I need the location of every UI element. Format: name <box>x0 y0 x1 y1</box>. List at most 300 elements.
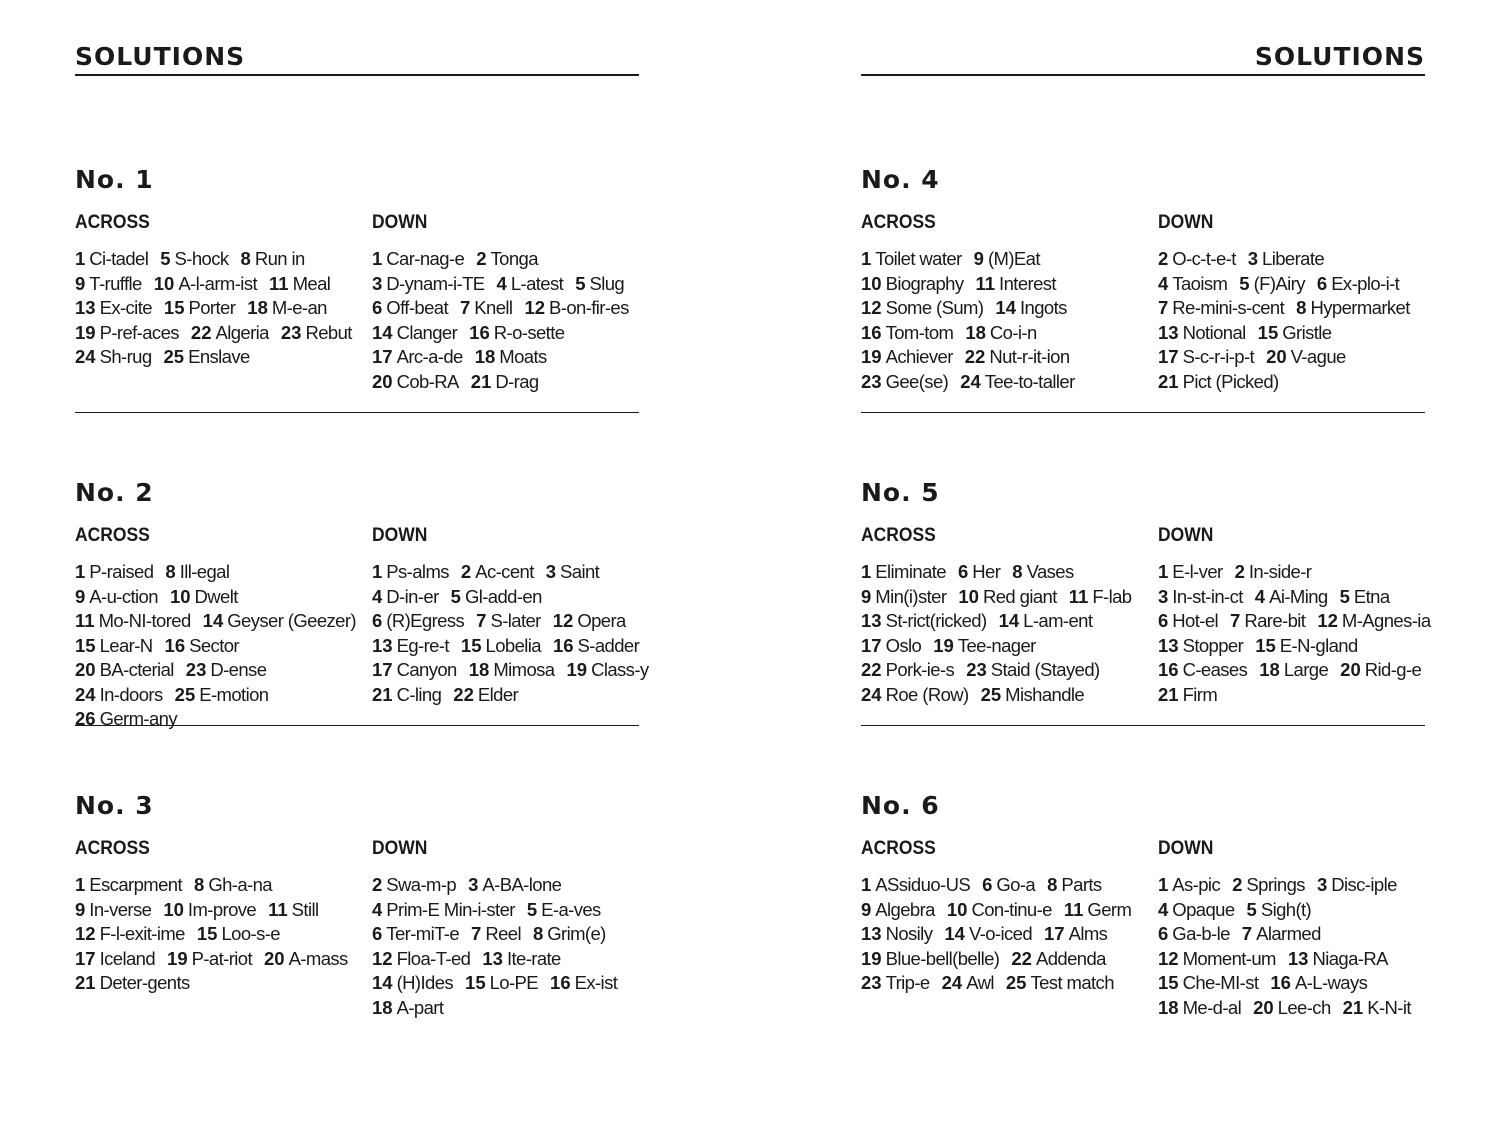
down-heading: DOWN <box>1158 525 1214 546</box>
clue-number: 18 <box>965 321 986 343</box>
clue-line <box>75 898 365 923</box>
clue-answer <box>191 322 269 343</box>
clue-number: 1 <box>75 248 86 269</box>
clue-number: 2 <box>1158 248 1169 269</box>
clue-answer <box>471 371 539 392</box>
clue-line <box>75 272 365 297</box>
clue-number: 13 <box>372 634 393 656</box>
clue-line <box>75 321 365 346</box>
clue-line <box>861 683 1151 708</box>
answer-text: Tee-to-taller <box>984 370 1075 392</box>
clue-number: 8 <box>1012 561 1023 582</box>
clue-number: 13 <box>861 610 882 631</box>
answer-text: ASsiduo-US <box>875 874 971 895</box>
down-column <box>1158 525 1433 707</box>
answer-text: Tonga <box>490 248 538 269</box>
answer-text: Reel <box>485 923 521 944</box>
clue-number: 4 <box>372 585 383 607</box>
clue-line <box>861 247 1151 272</box>
clue-answer <box>947 899 1052 920</box>
clue-number: 16 <box>552 634 574 656</box>
clue-number: 4 <box>1158 898 1169 920</box>
clue-line <box>372 898 647 923</box>
clue-number: 23 <box>861 972 882 993</box>
answer-text: Ter-miT-e <box>386 923 460 944</box>
answer-text: In-side-r <box>1248 561 1312 582</box>
clue-answer <box>1317 874 1397 895</box>
clue-number: 2 <box>372 874 383 895</box>
clue-line <box>861 272 1151 297</box>
clue-answer <box>527 899 601 920</box>
answer-text: D-rag <box>495 370 539 392</box>
clue-answer <box>861 659 954 680</box>
clue-number: 13 <box>1158 634 1179 656</box>
clue-answer <box>453 684 518 705</box>
puzzle-section <box>861 726 1425 1039</box>
clue-number: 15 <box>196 923 218 944</box>
clue-answer <box>982 874 1035 895</box>
clue-answer <box>1158 371 1279 392</box>
clue-line <box>75 922 365 947</box>
clue-answer <box>372 273 485 294</box>
clue-number: 20 <box>1253 996 1274 1018</box>
clue-answer <box>1047 874 1101 895</box>
clue-line <box>75 873 365 898</box>
clue-number: 2 <box>1232 874 1243 895</box>
clue-number: 24 <box>861 683 882 705</box>
clue-number: 8 <box>1047 874 1058 895</box>
clue-number: 8 <box>240 248 251 269</box>
answer-text: (R)Egress <box>386 610 465 631</box>
clue-number: 22 <box>453 683 474 705</box>
across-heading: ACROSS <box>861 838 936 859</box>
answer-text: P-raised <box>89 561 154 582</box>
clue-answer <box>197 923 280 944</box>
clue-line <box>1158 296 1433 321</box>
clue-answer <box>1270 972 1367 993</box>
clue-number: 18 <box>474 346 496 367</box>
clue-answer <box>1158 899 1235 920</box>
clue-line <box>1158 996 1433 1021</box>
clue-number: 23 <box>280 321 302 343</box>
answer-text: Dwelt <box>194 585 238 607</box>
clue-answer <box>75 297 152 318</box>
clue-number: 3 <box>1158 585 1169 607</box>
answer-text: Gristle <box>1282 321 1332 343</box>
clue-number: 7 <box>1241 923 1253 944</box>
clue-number: 25 <box>1005 972 1027 993</box>
answer-text: Co-i-n <box>989 321 1037 343</box>
answer-text: (F)Airy <box>1253 272 1305 294</box>
clue-number: 15 <box>1255 634 1276 656</box>
answer-text: Ite-rate <box>506 947 561 969</box>
clue-number: 25 <box>980 683 1002 705</box>
answer-text: P-at-riot <box>191 947 253 969</box>
down-heading: DOWN <box>1158 838 1214 859</box>
clue-line <box>75 560 365 585</box>
clue-line <box>861 585 1151 610</box>
clue-number: 6 <box>372 297 383 318</box>
answer-text: Tee-nager <box>957 634 1036 656</box>
clue-answer <box>1069 586 1132 607</box>
answer-text: Elder <box>477 683 519 705</box>
clue-number: 3 <box>1316 874 1328 895</box>
answer-text: (M)Eat <box>987 248 1040 269</box>
answer-text: E-a-ves <box>541 898 601 920</box>
answer-text: Germ-any <box>99 708 178 729</box>
clue-number: 12 <box>1317 610 1338 631</box>
clue-number: 7 <box>471 923 482 944</box>
clue-answer <box>1044 923 1107 944</box>
answer-text: St-rict(ricked) <box>885 610 987 631</box>
answer-text: V-ague <box>1290 346 1346 367</box>
clue-number: 16 <box>861 321 882 343</box>
answer-text: Test match <box>1030 972 1114 993</box>
clue-number: 1 <box>372 248 383 269</box>
clue-answer <box>1158 684 1217 705</box>
down-column <box>372 838 647 1020</box>
answer-text: Nut-r-it-ion <box>989 346 1070 367</box>
clue-number: 22 <box>964 346 986 367</box>
clue-answer <box>1317 610 1430 631</box>
clue-line <box>75 247 365 272</box>
clue-number: 12 <box>372 947 393 969</box>
clue-line <box>75 971 365 996</box>
clue-answer <box>163 899 256 920</box>
across-column <box>861 212 1151 394</box>
clue-answer <box>164 346 250 367</box>
clue-line <box>372 321 647 346</box>
clue-answer <box>75 248 148 269</box>
clue-number: 24 <box>960 370 981 392</box>
clue-answer <box>164 297 235 318</box>
clue-number: 12 <box>861 297 882 318</box>
answer-text: A-l-arm-ist <box>178 272 258 294</box>
clue-answer <box>75 322 179 343</box>
clue-answer <box>269 273 330 294</box>
across-heading: ACROSS <box>75 525 150 546</box>
clue-number: 5 <box>160 248 171 269</box>
answer-text: Prim-E Min-i-ster <box>386 898 515 920</box>
clue-number: 20 <box>75 659 96 680</box>
answer-text: Go-a <box>996 874 1036 895</box>
answer-text: Still <box>291 898 319 920</box>
answer-text: S-c-r-i-p-t <box>1182 346 1255 367</box>
clue-answer <box>268 899 318 920</box>
clue-answer <box>553 635 639 656</box>
puzzle-title: No. 2 <box>75 478 154 507</box>
clue-number: 1 <box>1158 874 1169 895</box>
answer-text: As-pic <box>1172 874 1221 895</box>
clue-number: 8 <box>194 874 205 895</box>
puzzle-title: No. 4 <box>861 165 940 194</box>
answer-text: Lear-N <box>99 634 153 656</box>
clue-line <box>861 296 1151 321</box>
answer-text: Pork-ie-s <box>885 659 955 680</box>
answer-text: F-l-exit-ime <box>99 923 185 944</box>
clue-number: 8 <box>165 561 176 582</box>
clue-number: 5 <box>1339 585 1350 607</box>
clue-answer <box>468 874 561 895</box>
clue-answer <box>958 586 1056 607</box>
clue-answer <box>999 610 1093 631</box>
clue-answer <box>471 923 521 944</box>
clue-answer <box>546 561 599 582</box>
clue-answer <box>933 635 1035 656</box>
clue-number: 9 <box>75 898 86 920</box>
answer-text: V-o-iced <box>968 923 1033 944</box>
clue-number: 1 <box>861 561 872 582</box>
answer-text: A-BA-lone <box>482 874 562 895</box>
clue-number: 1 <box>372 561 383 582</box>
answer-text: E-N-gland <box>1279 634 1358 656</box>
answer-text: Large <box>1283 659 1329 680</box>
clue-answer <box>550 972 617 993</box>
clue-answer <box>1158 997 1241 1018</box>
answer-text: Grim(e) <box>547 923 606 944</box>
clue-answer <box>75 899 151 920</box>
answer-text: Sigh(t) <box>1260 898 1312 920</box>
answer-text: Escarpment <box>89 874 183 895</box>
answer-text: R-o-sette <box>493 321 565 343</box>
clue-answer <box>974 248 1040 269</box>
clue-number: 19 <box>861 947 882 969</box>
clue-answer <box>1230 610 1305 631</box>
clue-answer <box>1158 610 1218 631</box>
clue-answer <box>1239 273 1305 294</box>
answer-text: Re-mini-s-cent <box>1172 297 1285 318</box>
clue-line <box>75 585 365 610</box>
answer-text: Eliminate <box>875 561 946 582</box>
clue-number: 22 <box>861 659 882 680</box>
clue-answer <box>1255 635 1357 656</box>
clue-number: 17 <box>372 659 393 680</box>
clue-answer <box>1242 923 1321 944</box>
clue-answer <box>75 273 142 294</box>
clue-answer <box>1006 972 1114 993</box>
clue-line <box>1158 585 1433 610</box>
clue-answer <box>461 561 534 582</box>
clue-number: 5 <box>526 898 538 920</box>
clue-line <box>1158 683 1433 708</box>
answer-text: T-ruffle <box>89 272 142 294</box>
answer-text: Gee(se) <box>885 370 949 392</box>
across-column <box>75 212 365 370</box>
answer-text: Opaque <box>1172 898 1235 920</box>
clue-answer <box>264 948 348 969</box>
across-column <box>861 838 1151 996</box>
clue-line <box>1158 321 1433 346</box>
clue-number: 6 <box>1158 610 1169 631</box>
answer-text: M-e-an <box>271 297 327 318</box>
answer-text: Springs <box>1246 874 1305 895</box>
clue-line <box>1158 898 1433 923</box>
clue-number: 4 <box>496 272 507 294</box>
clue-answer <box>1259 659 1328 680</box>
clue-answer <box>861 635 921 656</box>
clue-number: 24 <box>941 972 963 993</box>
clue-answer <box>1158 322 1246 343</box>
clue-answer <box>861 923 932 944</box>
clue-number: 6 <box>372 923 383 944</box>
clue-answer <box>475 346 547 367</box>
clue-answer <box>965 322 1036 343</box>
clue-answer <box>160 248 228 269</box>
clue-answer <box>861 972 930 993</box>
clue-answer <box>203 610 356 631</box>
clue-number: 10 <box>153 272 175 294</box>
clue-number: 6 <box>957 561 969 582</box>
clue-number: 19 <box>566 659 588 680</box>
answer-text: Rare-bit <box>1244 610 1306 631</box>
down-column <box>372 525 647 707</box>
answer-text: Sector <box>189 634 239 656</box>
clue-number: 1 <box>75 874 86 895</box>
clue-answer <box>1317 273 1399 294</box>
answer-text: Off-beat <box>386 297 448 318</box>
clue-number: 21 <box>1342 996 1364 1018</box>
clue-answer <box>75 948 155 969</box>
answer-text: Ex-ist <box>574 972 618 993</box>
clue-answer <box>372 899 515 920</box>
answer-text: Liberate <box>1262 248 1325 269</box>
answer-text: Hot-el <box>1172 610 1219 631</box>
clue-number: 15 <box>1257 321 1279 343</box>
clue-number: 4 <box>372 898 383 920</box>
puzzle-section <box>75 413 649 729</box>
clue-answer <box>75 635 153 656</box>
clue-line <box>1158 609 1433 634</box>
answer-text: Ai-Ming <box>1269 585 1328 607</box>
clue-number: 9 <box>861 898 872 920</box>
clue-answer <box>1288 948 1388 969</box>
clue-answer <box>372 561 449 582</box>
clue-number: 14 <box>998 610 1020 631</box>
clue-answer <box>981 684 1085 705</box>
clue-answer <box>1064 899 1131 920</box>
answer-text: Floa-T-ed <box>396 947 471 969</box>
clue-answer <box>524 297 628 318</box>
clue-number: 11 <box>975 272 996 294</box>
answer-text: Interest <box>999 272 1056 294</box>
clue-answer <box>861 899 935 920</box>
clue-answer <box>966 659 1099 680</box>
clue-answer <box>75 874 182 895</box>
clue-answer <box>372 997 443 1018</box>
answer-text: Alarmed <box>1256 923 1321 944</box>
clue-answer <box>469 322 564 343</box>
clue-number: 23 <box>185 659 207 680</box>
answer-text: Ps-alms <box>386 561 449 582</box>
answer-text: Slug <box>589 272 625 294</box>
clue-line <box>75 634 365 659</box>
answer-text: Saint <box>560 561 600 582</box>
answer-text: Blue-bell(belle) <box>885 947 1000 969</box>
clue-answer <box>75 923 185 944</box>
clue-answer <box>1158 659 1247 680</box>
answer-text: Swa-m-p <box>386 874 457 895</box>
clue-answer <box>861 610 987 631</box>
puzzle-section <box>861 413 1431 726</box>
clue-line <box>861 947 1151 972</box>
clue-number: 6 <box>982 874 993 895</box>
answer-text: Algebra <box>875 898 935 920</box>
answer-text: BA-cterial <box>99 659 174 680</box>
across-column <box>75 525 365 732</box>
clue-line <box>372 996 647 1021</box>
clue-line <box>861 634 1151 659</box>
clue-number: 11 <box>1063 898 1084 920</box>
clue-number: 17 <box>1158 346 1179 367</box>
clue-answer <box>372 948 470 969</box>
clue-answer <box>75 684 163 705</box>
answer-text: Class-y <box>591 659 649 680</box>
clue-number: 17 <box>75 947 96 969</box>
answer-text: Pict (Picked) <box>1182 370 1279 392</box>
clue-line <box>1158 947 1433 972</box>
clue-answer <box>861 346 953 367</box>
clue-number: 3 <box>545 561 557 582</box>
clue-answer <box>241 248 305 269</box>
answer-text: Tom-tom <box>885 321 954 343</box>
clue-line <box>1158 560 1433 585</box>
answer-text: Alms <box>1068 923 1108 944</box>
clue-answer <box>1248 248 1324 269</box>
clue-number: 5 <box>1239 272 1250 294</box>
clue-number: 17 <box>1044 923 1065 944</box>
clue-answer <box>944 923 1032 944</box>
clue-number: 18 <box>1158 996 1179 1018</box>
clue-number: 15 <box>465 972 486 993</box>
clue-answer <box>861 273 963 294</box>
clue-answer <box>281 322 352 343</box>
clue-answer <box>372 586 439 607</box>
answer-text: Disc-iple <box>1331 874 1397 895</box>
clue-number: 19 <box>933 634 954 656</box>
clue-number: 7 <box>476 610 487 631</box>
clue-answer <box>861 561 946 582</box>
clue-answer <box>451 586 542 607</box>
across-heading: ACROSS <box>861 212 936 233</box>
clue-number: 17 <box>861 634 882 656</box>
clue-number: 9 <box>861 585 872 607</box>
clue-number: 14 <box>372 321 393 343</box>
clue-answer <box>1158 248 1236 269</box>
answer-text: Car-nag-e <box>386 248 465 269</box>
clue-line <box>372 971 647 996</box>
clue-answer <box>372 346 463 367</box>
clue-answer <box>861 874 970 895</box>
answer-text: Deter-gents <box>99 972 190 993</box>
clue-answer <box>175 684 269 705</box>
answer-text: Geyser (Geezer) <box>227 610 356 631</box>
clue-number: 12 <box>524 297 546 318</box>
clue-number: 1 <box>861 248 872 269</box>
answer-text: Notional <box>1182 321 1246 343</box>
clue-answer <box>461 635 541 656</box>
answer-text: Addenda <box>1035 947 1106 969</box>
clue-line <box>1158 971 1433 996</box>
clue-line <box>372 947 647 972</box>
clue-number: 21 <box>372 683 393 705</box>
clue-number: 13 <box>861 923 882 944</box>
clue-number: 6 <box>372 610 383 631</box>
page-header-title: SOLUTIONS <box>1254 42 1425 71</box>
clue-answer <box>1158 923 1230 944</box>
answer-text: Ill-egal <box>179 561 230 582</box>
puzzle-title: No. 3 <box>75 791 154 820</box>
clue-number: 5 <box>575 272 586 294</box>
